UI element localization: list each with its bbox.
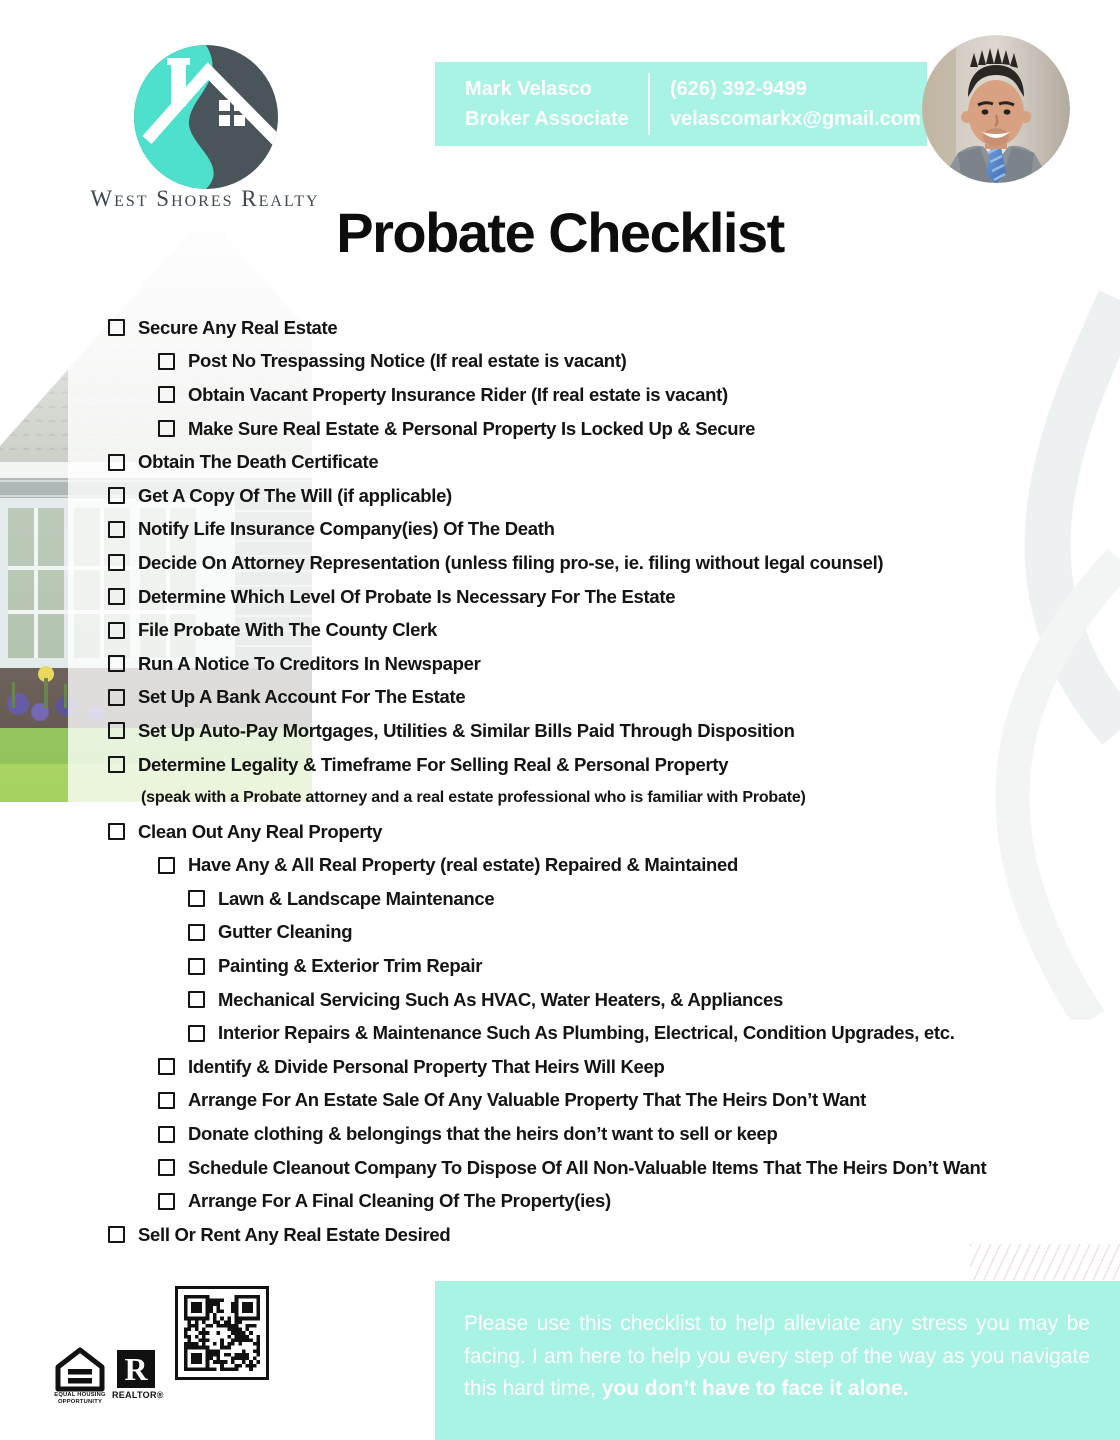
checklist-item	[0, 1117, 1120, 1151]
checkbox-icon	[158, 386, 175, 403]
checklist-item-label: Arrange For A Final Cleaning Of The Property(ies)	[188, 1190, 611, 1212]
agent-photo	[922, 35, 1070, 183]
realtor-label: REALTOR®	[112, 1390, 164, 1400]
checklist-item	[0, 513, 1120, 547]
checkbox-icon	[108, 655, 125, 672]
checklist-item-label: Run A Notice To Creditors In Newspaper	[138, 652, 481, 674]
checkbox-icon	[108, 554, 125, 571]
checklist-item-label: Schedule Cleanout Company To Dispose Of All Non-Valuable Items That The Heirs Don’t Want	[188, 1156, 987, 1178]
checklist-item-label: Clean Out Any Real Property	[138, 820, 383, 842]
checklist-item-label: Have Any & All Real Property (real estate) Repaired & Maintained	[188, 854, 739, 876]
checkbox-icon	[158, 353, 175, 370]
equal-housing-label-line2: OPPORTUNITY	[57, 1399, 103, 1406]
checkbox-icon	[108, 689, 125, 706]
checklist-item-label: Decide On Attorney Representation (unless filing pro-se, ie. filing without legal counsel)	[138, 551, 884, 573]
checkbox-icon	[108, 588, 125, 605]
checklist-item-label: Donate clothing & belongings that the heirs don’t want to sell or keep	[188, 1123, 778, 1145]
checklist-item	[0, 1151, 1120, 1185]
checklist-item	[0, 849, 1120, 883]
checklist-item	[0, 1218, 1120, 1252]
checkbox-icon	[108, 1226, 125, 1243]
checkbox-icon	[108, 722, 125, 739]
agent-title: Broker Associate	[465, 108, 629, 130]
checklist-item	[0, 815, 1120, 849]
checklist-item-label: Obtain The Death Certificate	[138, 451, 379, 473]
checklist-item	[0, 916, 1120, 950]
checklist-item-label: Identify & Divide Personal Property That Heirs Will Keep	[188, 1055, 665, 1077]
checklist-note	[0, 781, 1120, 815]
footer-message: Please use this checklist to help alleviate any stress you may be facing. I am here to help you every step of the way as you navigate this hard time,	[464, 1312, 1090, 1401]
checkbox-icon	[108, 521, 125, 538]
checklist-item	[0, 1184, 1120, 1218]
footer-message-bold: you don’t have to face it alone.	[601, 1377, 909, 1401]
checkbox-icon	[188, 991, 205, 1008]
checklist-item	[0, 647, 1120, 681]
equal-housing-logo	[52, 1346, 108, 1406]
checkbox-icon	[158, 857, 175, 874]
checklist-item-label: Gutter Cleaning	[218, 921, 353, 943]
checklist-item-label: Determine Legality & Timeframe For Selling Real & Personal Property	[138, 753, 729, 775]
checklist-item	[0, 1016, 1120, 1050]
checklist-item-label: File Probate With The County Clerk	[138, 619, 438, 641]
checkbox-icon	[158, 1126, 175, 1143]
checklist-item	[0, 882, 1120, 916]
checklist	[0, 311, 1120, 1252]
checkbox-icon	[188, 890, 205, 907]
checklist-item-label: Painting & Exterior Trim Repair	[218, 955, 483, 977]
west-shores-realty-logo	[131, 42, 281, 192]
checklist-item	[0, 445, 1120, 479]
checkbox-icon	[108, 487, 125, 504]
checklist-item	[0, 546, 1120, 580]
agent-phone: (626) 392-9499	[670, 78, 807, 100]
checklist-item-label: Determine Which Level Of Probate Is Necessary For The Estate	[138, 585, 676, 607]
checklist-item	[0, 681, 1120, 715]
checkbox-icon	[108, 319, 125, 336]
checkbox-icon	[158, 1092, 175, 1109]
checklist-item	[0, 412, 1120, 446]
checklist-item-label: Obtain Vacant Property Insurance Rider (If real estate is vacant)	[188, 383, 728, 405]
checkbox-icon	[108, 756, 125, 773]
checklist-item-label: Mechanical Servicing Such As HVAC, Water Heaters, & Appliances	[218, 988, 784, 1010]
checklist-item-label: Notify Life Insurance Company(ies) Of The Death	[138, 518, 555, 540]
checklist-item	[0, 311, 1120, 345]
footer-message-box	[435, 1281, 1120, 1440]
checklist-item-label: Interior Repairs & Maintenance Such As Plumbing, Electrical, Condition Upgrades, etc.	[218, 1022, 955, 1044]
checklist-item-label: Post No Trespassing Notice (If real estate is vacant)	[188, 350, 627, 372]
checkbox-icon	[158, 1058, 175, 1075]
checkbox-icon	[158, 1159, 175, 1176]
contact-banner	[435, 62, 927, 146]
checkbox-icon	[188, 958, 205, 975]
checkbox-icon	[108, 823, 125, 840]
checkbox-icon	[108, 454, 125, 471]
realtor-r-icon: R	[117, 1350, 155, 1388]
checklist-item	[0, 378, 1120, 412]
checklist-item	[0, 479, 1120, 513]
checklist-item	[0, 1084, 1120, 1118]
checklist-item-label: (speak with a Probate attorney and a real estate professional who is familiar with Probate)	[141, 789, 806, 807]
checkbox-icon	[188, 1025, 205, 1042]
checklist-item	[0, 345, 1120, 379]
checklist-item-label: Lawn & Landscape Maintenance	[218, 887, 495, 909]
checklist-item-label: Make Sure Real Estate & Personal Property Is Locked Up & Secure	[188, 417, 756, 439]
checklist-item	[0, 613, 1120, 647]
checklist-item	[0, 580, 1120, 614]
checkbox-icon	[108, 622, 125, 639]
checkbox-icon	[158, 420, 175, 437]
checklist-item	[0, 949, 1120, 983]
agent-email: velascomarkx@gmail.com	[670, 108, 921, 130]
checkbox-icon	[158, 1193, 175, 1210]
checklist-item-label: Set Up A Bank Account For The Estate	[138, 686, 466, 708]
agent-name: Mark Velasco	[465, 78, 592, 100]
realtor-logo	[112, 1350, 164, 1400]
checklist-item	[0, 983, 1120, 1017]
checkbox-icon	[188, 924, 205, 941]
checklist-item	[0, 748, 1120, 782]
equal-housing-label-line1: EQUAL HOUSING	[54, 1392, 106, 1398]
checklist-item-label: Arrange For An Estate Sale Of Any Valuable Property That The Heirs Don’t Want	[188, 1089, 866, 1111]
checklist-item	[0, 714, 1120, 748]
page-title: Probate Checklist	[336, 201, 784, 264]
checklist-item-label: Secure Any Real Estate	[138, 316, 338, 338]
checklist-item-label: Sell Or Rent Any Real Estate Desired	[138, 1223, 451, 1245]
checklist-item-label: Set Up Auto-Pay Mortgages, Utilities & Similar Bills Paid Through Disposition	[138, 719, 795, 741]
qr-code	[175, 1286, 269, 1380]
checklist-item-label: Get A Copy Of The Will (if applicable)	[138, 484, 452, 506]
checklist-item	[0, 1050, 1120, 1084]
brand-name: West Shores Realty	[90, 186, 320, 211]
